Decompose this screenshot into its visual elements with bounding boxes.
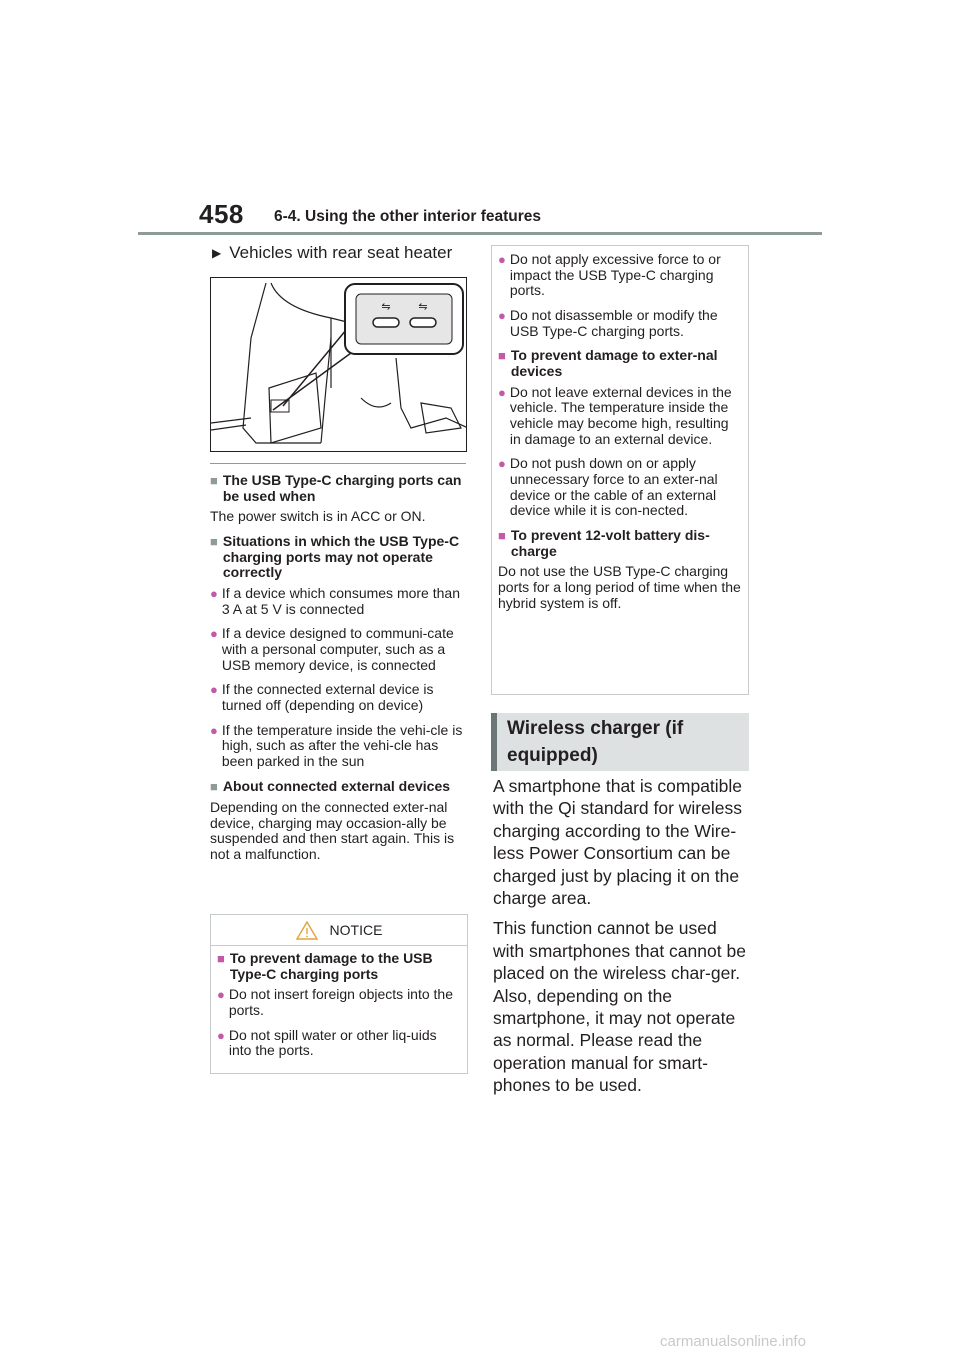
notice-header [211,915,467,946]
dot-bullet-icon: ● [498,384,506,400]
usb-ports-illustration [210,277,467,452]
about-heading-text: About connected external devices [222,777,451,794]
square-bullet-icon: ■ [210,473,218,488]
battery-text: Do not use the USB Type-C charging ports for a long period of time when the hybrid system is off. [498,563,741,611]
square-bullet-icon: ■ [498,348,506,364]
dot-bullet-icon: ● [210,626,218,642]
notice-heading [217,951,461,982]
list-item: ● If a device designed to communi-cate with a personal computer, such as a USB memory device, is connected [210,625,454,673]
square-bullet-icon: ■ [217,951,225,966]
vehicle-type-label: Vehicles with rear seat heater [229,243,453,262]
wireless-charger-body [493,775,751,1104]
wireless-charger-heading: Wireless charger (if equipped) [491,713,749,771]
usable-heading-text: The USB Type-C charging ports can be used when [222,472,462,504]
page-number: 458 [199,199,244,229]
list-item: ● Do not apply excessive force to or impact the USB Type-C charging ports. [498,251,721,299]
usable-heading [210,473,466,504]
battery-heading-text: To prevent 12-volt battery dis-charge [510,527,710,559]
warning-triangle-icon [296,921,318,940]
header-rule [138,232,822,235]
rear-seat-illustration [211,278,467,452]
square-bullet-icon: ■ [210,534,218,550]
list-item: ● If a device which consumes more than 3 A at 5 V is connected [210,585,460,617]
wireless-paragraph-1: A smartphone that is compatible with the Qi standard for wireless charging according to the Wire-less Power Consortium can be charged just by placing it on the charge area. [493,776,743,908]
battery-heading [498,528,742,559]
wireless-paragraph-2: This function cannot be used with smartphones that cannot be placed on the wireless char-ger. Also, depending on the smartphone, it may not operate as normal. Please read the operation manual for smart-phones to be used. [493,918,746,1096]
usable-text: The power switch is in ACC or ON. [210,508,426,525]
about-text: Depending on the connected exter-nal device, charging may occasion-ally be suspended and then start again. This is not a malfunction. [210,799,455,863]
notice-continued-box [491,245,749,695]
situations-heading [210,534,466,581]
external-devices-heading [498,348,742,379]
notice-box [210,914,468,1074]
watermark: carmanualsonline.info [660,1333,806,1350]
notice-label: NOTICE [329,922,383,938]
dot-bullet-icon: ● [210,586,218,602]
dot-bullet-icon: ● [210,722,218,738]
square-bullet-icon: ■ [498,528,506,544]
list-item: ● Do not spill water or other liq-uids into the ports. [217,1026,437,1059]
about-heading [210,779,466,795]
section-title: 6-4. Using the other interior features [274,208,541,225]
list-item: ● Do not push down on or apply unnecessary force to an exter-nal device or the cable of an external device while it is con-nected. [498,455,718,519]
list-item: ● Do not insert foreign objects into the ports. [217,986,453,1019]
dot-bullet-icon: ● [498,252,506,267]
list-item: ● Do not disassemble or modify the USB Type-C charging ports. [498,307,718,339]
dot-bullet-icon: ● [210,682,218,698]
section-divider [210,463,466,464]
list-item: ● Do not leave external devices in the vehicle. The temperature inside the vehicle may become high, resulting in damage to an external device. [498,383,732,447]
situations-heading-text: Situations in which the USB Type-C charging ports may not operate correctly [222,533,460,581]
dot-bullet-icon: ● [498,308,506,324]
dot-bullet-icon: ● [498,456,506,472]
triangle-bullet-icon: ▶ [212,246,222,260]
notice-heading-text: To prevent damage to the USB Type-C charging ports [229,950,433,982]
notice-body [211,946,467,1059]
list-item: ● If the temperature inside the vehi-cle is high, such as after the vehi-cle has been parked in the sun [210,721,463,770]
svg-text:⇋: ⇋ [381,300,391,313]
external-devices-heading-text: To prevent damage to exter-nal devices [510,347,718,380]
dot-bullet-icon: ● [217,1027,225,1043]
left-column [210,463,466,870]
dot-bullet-icon: ● [217,987,225,1003]
square-bullet-icon: ■ [210,778,218,794]
svg-text:⇋: ⇋ [418,300,428,313]
list-item: ● If the connected external device is turned off (depending on device) [210,681,434,714]
vehicle-type-heading [212,243,452,263]
